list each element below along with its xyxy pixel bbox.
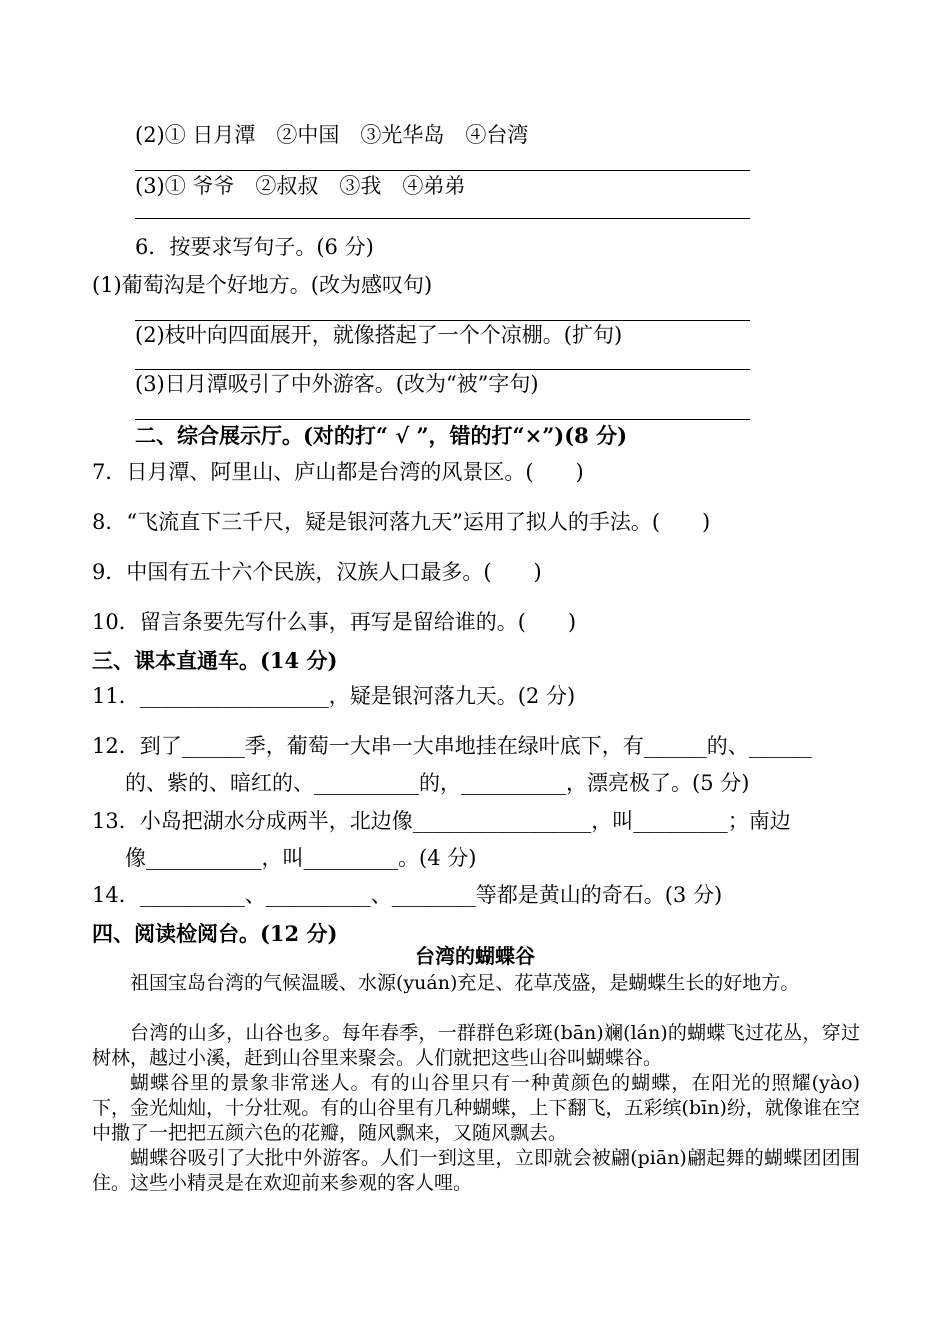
answer-line[interactable] xyxy=(135,419,750,420)
q9: 9．中国有五十六个民族，汉族人口最多。( ) xyxy=(92,560,542,584)
passage-paragraph-4: 蝴蝶谷吸引了大批中外游客。人们一到这里，立即就会被翩(piān)翩起舞的蝴蝶团团围住。这些小精灵是在欢迎前来参观的客人哩。 xyxy=(92,1147,860,1194)
q5-item-2: (2)① 日月潭 ②中国 ③光华岛 ④台湾 xyxy=(135,123,529,147)
section-3-heading: 三、课本直通车。(14 分) xyxy=(92,648,338,673)
answer-line[interactable] xyxy=(135,369,750,370)
section-2-heading: 二、综合展示厅。(对的打“ √ ”，错的打“×”)(8 分) xyxy=(135,423,628,448)
section-4-heading: 四、阅读检阅台。(12 分) xyxy=(92,921,338,946)
answer-line[interactable] xyxy=(135,170,750,171)
q6-heading: 6．按要求写句子。(6 分) xyxy=(135,235,374,259)
passage-paragraph-2: 台湾的山多，山谷也多。每年春季，一群群色彩斑(bān)斓(lán)的蝴蝶飞过花丛，穿过树林，越过小溪，赶到山谷里来聚会。人们就把这些山谷叫蝴蝶谷。 xyxy=(92,1022,860,1069)
q7: 7．日月潭、阿里山、庐山都是台湾的风景区。( ) xyxy=(92,460,584,484)
q14: 14．__________、__________、________等都是黄山的奇石。(3 分) xyxy=(92,883,723,907)
passage-paragraph-1: 祖国宝岛台湾的气候温暖、水源(yuán)充足、花草茂盛，是蝴蝶生长的好地方。 xyxy=(130,972,800,994)
q5-item-3: (3)① 爷爷 ②叔叔 ③我 ④弟弟 xyxy=(135,174,466,198)
q6-item-2: (2)枝叶向四面展开，就像搭起了一个个凉棚。(扩句) xyxy=(135,323,623,347)
passage-title: 台湾的蝴蝶谷 xyxy=(415,944,535,968)
passage-paragraph-3: 蝴蝶谷里的景象非常迷人。有的山谷里只有一种黄颜色的蝴蝶，在阳光的照耀(yào)下，金光灿灿，十分壮观。有的山谷里有几种蝴蝶，上下翻飞，五彩缤(bīn)纷，就像谁在空中撒了一把把五颜六色的花瓣，随风飘来，又随风飘去。 xyxy=(92,1072,860,1144)
q12-line-2: 的、紫的、暗红的、__________的，__________，漂亮极了。(5 分) xyxy=(125,771,750,795)
q12-line-1: 12．到了______季，葡萄一大串一大串地挂在绿叶底下，有______的、______ xyxy=(92,734,812,758)
q6-item-1: (1)葡萄沟是个好地方。(改为感叹句) xyxy=(92,273,433,297)
q11: 11．__________________，疑是银河落九天。(2 分) xyxy=(92,684,576,708)
q10: 10．留言条要先写什么事，再写是留给谁的。( ) xyxy=(92,610,577,634)
q13-line-2: 像___________，叫_________。(4 分) xyxy=(125,846,477,870)
answer-line[interactable] xyxy=(135,218,750,219)
answer-line[interactable] xyxy=(135,320,750,321)
q13-line-1: 13．小岛把湖水分成两半，北边像_________________，叫_________；南边 xyxy=(92,809,791,833)
q6-item-3: (3)日月潭吸引了中外游客。(改为“被”字句) xyxy=(135,372,539,396)
q8: 8．“飞流直下三千尺，疑是银河落九天”运用了拟人的手法。( ) xyxy=(92,510,711,534)
